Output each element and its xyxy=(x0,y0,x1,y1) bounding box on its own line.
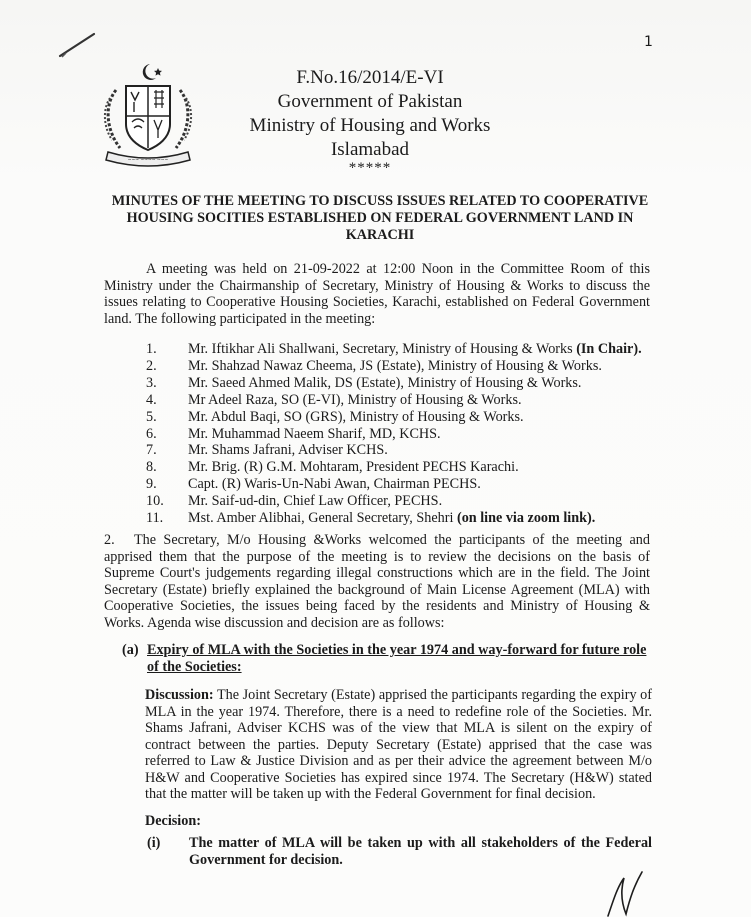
intro-text: A meeting was held on 21-09-2022 at 12:00 Noon in the Committee Room of this Ministry under the Chairmanship of Secretary, Ministry of Housing & Works to discuss the issues relating to Cooperative Housing Societies, Karachi, established on Federal Government land. The following participated in the meeting: xyxy=(104,261,650,327)
government-name: Government of Pakistan xyxy=(277,91,463,112)
list-item xyxy=(146,392,666,409)
decision-label: Decision: xyxy=(145,813,201,829)
paragraph-2-number: 2. xyxy=(104,532,115,548)
city-name: Islamabad xyxy=(330,139,410,160)
separator-stars: ***** xyxy=(348,160,392,176)
item-number: 8. xyxy=(146,459,157,476)
discussion-label: Discussion: xyxy=(145,687,214,703)
file-number: F.No.16/2014/E-VI xyxy=(296,67,444,88)
list-item xyxy=(146,341,666,358)
item-number: 6. xyxy=(146,425,157,442)
letterhead xyxy=(220,66,520,174)
list-item xyxy=(146,510,666,527)
document-title: MINUTES OF THE MEETING TO DISCUSS ISSUES RELATED TO COOPERATIVE HOUSING SOCITIES ESTABLISHED ON FEDERAL GOVERNMENT LAND IN KARACHI xyxy=(111,193,649,243)
list-item xyxy=(146,409,666,426)
decision-item xyxy=(145,835,652,869)
item-text: Mr. Saif-ud-din, Chief Law Officer, PECHS. xyxy=(188,493,443,510)
section-a-label: (a) xyxy=(122,642,139,658)
decision-number: (i) xyxy=(147,835,161,851)
list-item xyxy=(146,493,666,510)
item-text: Mr. Shams Jafrani, Adviser KCHS. xyxy=(188,442,388,459)
decision-text: The matter of MLA will be taken up with all stakeholders of the Federal Government for decision. xyxy=(189,835,652,868)
item-number: 11. xyxy=(146,510,164,527)
item-text: Mr. Shahzad Nawaz Cheema, JS (Estate), Ministry of Housing & Works. xyxy=(188,357,602,374)
list-item xyxy=(146,442,666,459)
item-text: Mr. Abdul Baqi, SO (GRS), Ministry of Housing & Works. xyxy=(188,408,524,425)
svg-text:~~~ ~~~~ ~~~: ~~~ ~~~~ ~~~ xyxy=(127,158,169,163)
list-item xyxy=(146,375,666,392)
ministry-name: Ministry of Housing and Works xyxy=(249,115,491,136)
page-number: 1 xyxy=(644,34,653,50)
item-number: 3. xyxy=(146,374,157,391)
item-text: Mst. Amber Alibhai, General Secretary, Shehri xyxy=(188,510,457,527)
discussion-paragraph xyxy=(145,687,652,803)
signature-icon xyxy=(600,868,660,917)
item-text: Mr. Iftikhar Ali Shallwani, Secretary, Ministry of Housing & Works xyxy=(188,341,577,357)
item-text: Mr Adeel Raza, SO (E-VI), Ministry of Housing & Works. xyxy=(188,391,522,408)
item-bold: (on line via zoom link). xyxy=(456,510,596,527)
discussion-text: The Joint Secretary (Estate) apprised the participants regarding the expiry of MLA in the year 1974. Therefore, there is a need to redefine role of the Societies. Mr. Shams Jafrani, Adviser KCHS was of the view that MLA is silent on the expiry of contract between the parties. Deputy Secretary (Estate) apprised that the case was referred to Law & Justice Division and as per their advice the agreement between M/o H&W and Cooperative Societies has expired since 1974. The Secretary (H&W) stated that the matter will be taken up with the Federal Government for final decision. xyxy=(145,687,652,802)
pen-mark-icon xyxy=(58,30,98,60)
item-number: 4. xyxy=(146,391,157,408)
item-text: Mr. Muhammad Naeem Sharif, MD, KCHS. xyxy=(188,425,441,442)
item-number: 2. xyxy=(146,357,157,374)
list-item xyxy=(146,426,666,443)
item-text: Mr. Brig. (R) G.M. Mohtaram, President PECHS Karachi. xyxy=(188,459,519,476)
intro-paragraph xyxy=(104,261,650,327)
item-number: 9. xyxy=(146,476,157,493)
list-item xyxy=(146,459,666,476)
paragraph-2-text: The Secretary, M/o Housing &Works welcomed the participants of the meeting and apprised them that the purpose of the meeting is to review the decisions on the basis of Supreme Court's judgements regarding illegal constructions which are in the field. The Joint Secretary (Estate) briefly explained the background of Main License Agreement (MLA) with Cooperative Societies, the issues being faced by the residents and Ministry of Housing & Works. Agenda wise discussion and decision are as follows: xyxy=(104,532,650,631)
item-number: 5. xyxy=(146,408,157,425)
item-text: Capt. (R) Waris-Un-Nabi Awan, Chairman PECHS. xyxy=(188,476,481,493)
list-item xyxy=(146,358,666,375)
item-number: 7. xyxy=(146,442,157,459)
item-number: 10. xyxy=(146,493,164,510)
item-number: 1. xyxy=(146,341,157,357)
state-emblem-icon xyxy=(98,60,198,170)
item-bold: (In Chair). xyxy=(576,341,642,357)
paragraph-2 xyxy=(104,532,650,631)
list-item xyxy=(146,476,666,493)
item-text: Mr. Saeed Ahmed Malik, DS (Estate), Ministry of Housing & Works. xyxy=(188,374,582,391)
participants-list xyxy=(146,341,666,527)
section-a-heading xyxy=(122,642,652,676)
section-a-title: Expiry of MLA with the Societies in the year 1974 and way-forward for future role of the Societies: xyxy=(147,642,647,675)
